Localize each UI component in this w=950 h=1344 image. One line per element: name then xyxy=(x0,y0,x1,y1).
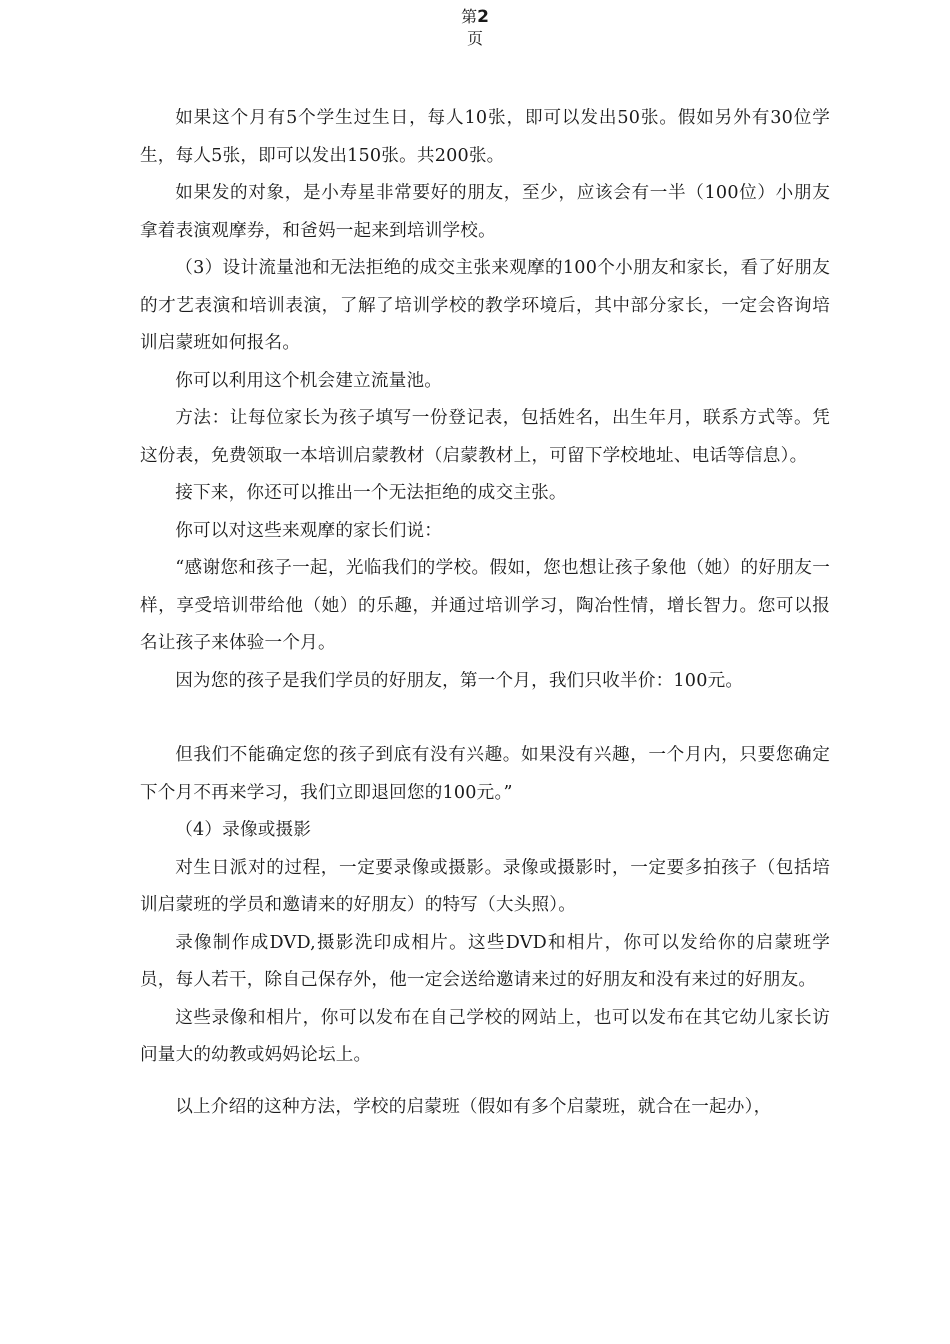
paragraph: “感谢您和孩子一起，光临我们的学校。假如，您也想让孩子象他（她）的好朋友一样，享受培训带给他（她）的乐趣，并通过培训学习，陶冶性情，增长智力。您可以报名让孩子来体验一个月。 xyxy=(140,558,830,653)
paragraph: 录像制作成DVD,摄影洗印成相片。这些DVD和相片，你可以发给你的启蒙班学员，每人若干，除自己保存外，他一定会送给邀请来过的好朋友和没有来过的好朋友。 xyxy=(140,932,830,990)
paragraph: 如果发的对象，是小寿星非常要好的朋友，至少，应该会有一半（100位）小朋友拿着表演观摩券，和爸妈一起来到培训学校。 xyxy=(140,183,830,241)
page-label-suffix: 页 xyxy=(466,29,483,48)
paragraph: 以上介绍的这种方法，学校的启蒙班（假如有多个启蒙班，就合在一起办）， xyxy=(175,1096,772,1117)
page-number: 2 xyxy=(477,7,489,27)
paragraph: （3）设计流量池和无法拒绝的成交主张来观摩的100个小朋友和家长，看了好朋友的才艺表演和培训表演，了解了培训学校的教学环境后，其中部分家长，一定会咨询培训启蒙班如何报名。 xyxy=(140,258,830,353)
paragraph: 方法：让每位家长为孩子填写一份登记表，包括姓名，出生年月，联系方式等。凭这份表，免费领取一本培训启蒙教材（启蒙教材上，可留下学校地址、电话等信息）。 xyxy=(140,408,830,466)
paragraph: 这些录像和相片，你可以发布在自己学校的网站上，也可以发布在其它幼儿家长访问量大的幼教或妈妈论坛上。 xyxy=(140,1007,830,1065)
document-body xyxy=(140,100,830,1126)
blank-line xyxy=(140,700,830,737)
paragraph: 如果这个月有5个学生过生日，每人10张，即可以发出50张。假如另外有30位学生，每人5张，即可以发出150张。共200张。 xyxy=(140,108,830,166)
paragraph: 你可以利用这个机会建立流量池。 xyxy=(175,370,443,391)
section-heading: （4）录像或摄影 xyxy=(175,820,312,840)
blank-line xyxy=(140,1075,830,1089)
paragraph: 对生日派对的过程，一定要录像或摄影。录像或摄影时，一定要多拍孩子（包括培训启蒙班的学员和邀请来的好朋友）的特写（大头照）。 xyxy=(140,857,830,915)
paragraph: 接下来，你还可以推出一个无法拒绝的成交主张。 xyxy=(175,483,567,503)
paragraph: 但我们不能确定您的孩子到底有没有兴趣。如果没有兴趣，一个月内，只要您确定下个月不再来学习，我们立即退回您的100元。” xyxy=(140,745,830,803)
paragraph: 你可以对这些来观摩的家长们说： xyxy=(175,520,443,541)
page-header xyxy=(0,6,950,50)
page-label-prefix: 第 xyxy=(461,7,478,26)
paragraph: 因为您的孩子是我们学员的好朋友，第一个月，我们只收半价：100元。 xyxy=(175,670,744,691)
